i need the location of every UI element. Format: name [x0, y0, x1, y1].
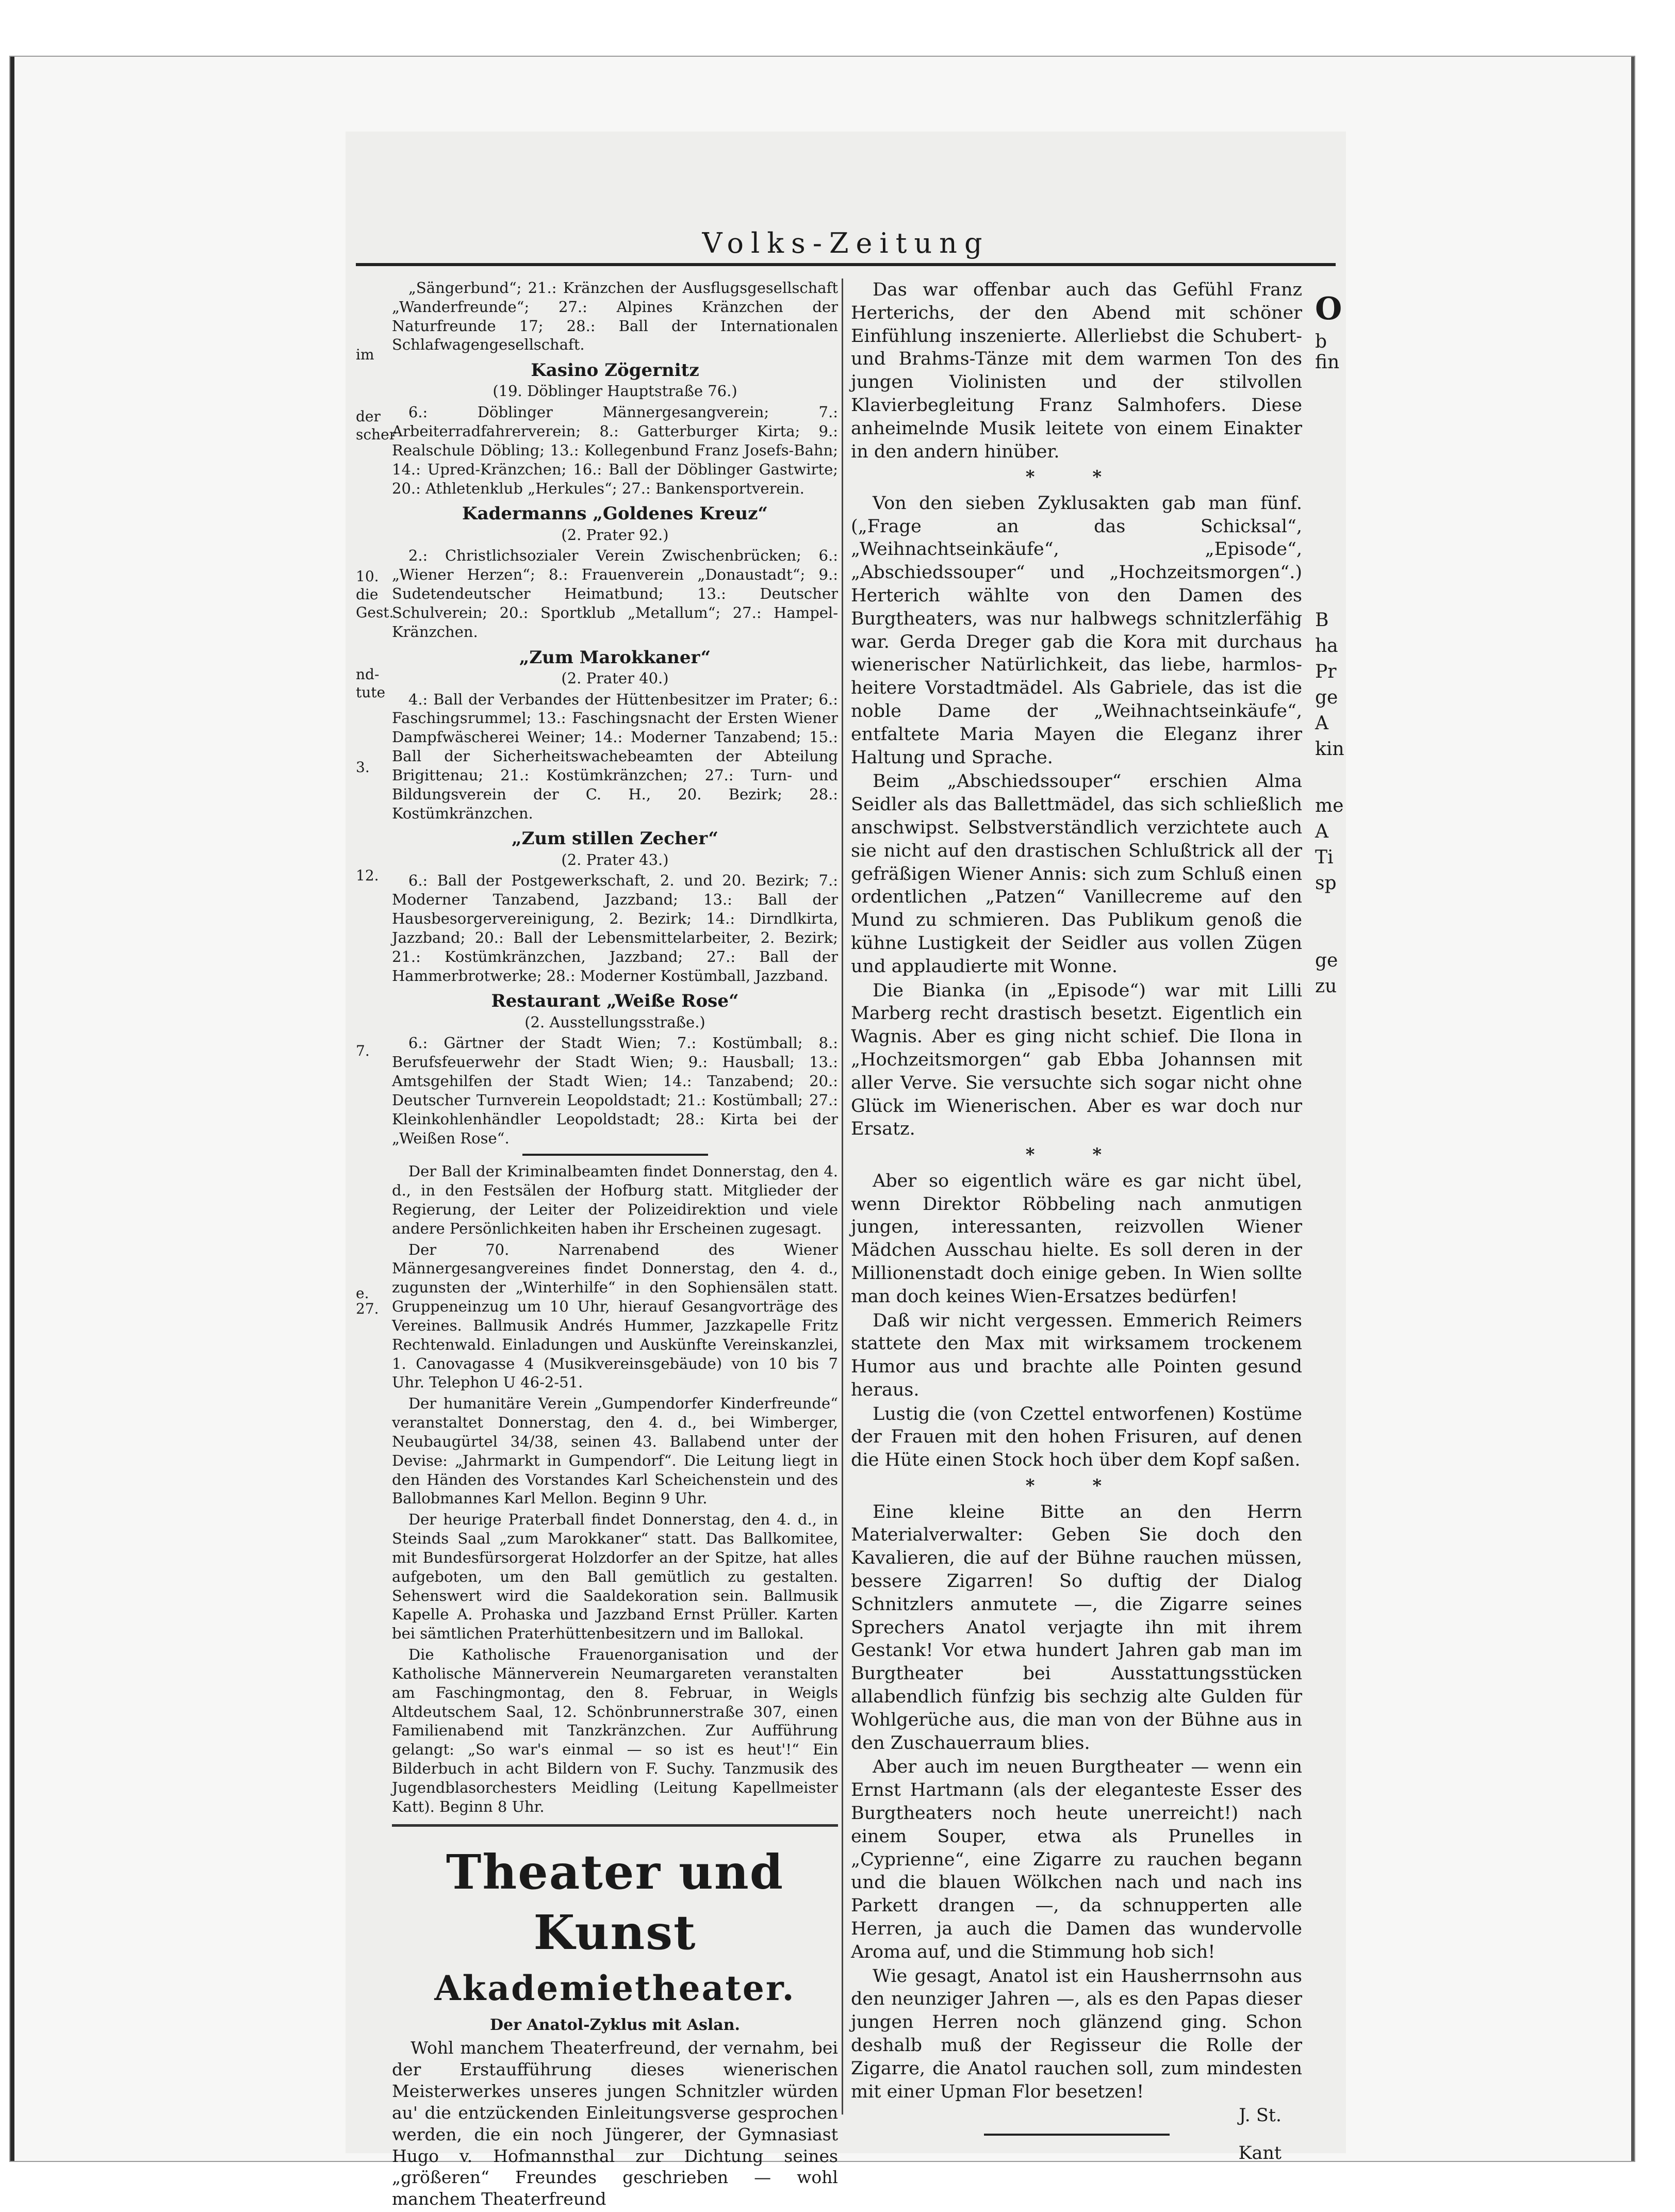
review-paragraph: Daß wir nicht vergessen. Emmerich Reimers stattete den Max mit wirksamem trockenem Humor aus und brachte alle Pointen gesund heraus. — [851, 1310, 1302, 1400]
margin-fragment: 27. — [356, 1300, 379, 1317]
margin-fragment: e. — [356, 1285, 369, 1302]
venue-name: Kadermanns „Goldenes Kreuz“ — [462, 503, 768, 525]
margin-fragment: 3. — [356, 759, 370, 776]
notice-paragraph: Der heurige Praterball findet Donnerstag, den 4. d., in Steinds Saal „zum Marokkaner“ statt. Das Ballkomitee, mit Bundesfürsorgerat Holzdorfer an der Spitze, hat alles aufgeboten, um den Ball gemütlich zu gestalten. Sehenswert wird die Saaldekoration sein. Ballmusik Kapelle A. Prohaska und Jazzband Ernst Prüller. Karten bei sämtlichen Praterhüttenbesitzern und im Ballokal. — [392, 1511, 838, 1643]
venue-name: „Zum stillen Zecher“ — [512, 828, 718, 849]
margin-fragment: Pr — [1315, 661, 1337, 682]
theater-subtitle: Der Anatol-Zyklus mit Aslan. — [490, 2016, 740, 2034]
margin-fragment: O — [1315, 291, 1342, 327]
venue-address: (19. Döblinger Hauptstraße 76.) — [492, 382, 737, 400]
venue-address: (2. Prater 40.) — [561, 669, 669, 687]
venue-name: Kasino Zögernitz — [531, 360, 699, 381]
margin-fragment: 10. — [356, 568, 379, 585]
section-rule — [522, 1154, 708, 1156]
margin-fragment: ge — [1315, 687, 1338, 708]
margin-fragment: 12. — [356, 867, 379, 884]
review-paragraph: Aber so eigentlich wäre es gar nicht übel, wenn Direktor Röbbeling nach anmutigen jungen, interessanten, reizvollen Wiener Mädchen Ausschau hielte. Es soll deren in der Millionenstadt doch einige geben. In Wien sollte man doch keines Wien-Ersatzes bedürfen! — [851, 1170, 1302, 1307]
newspaper-masthead — [356, 227, 1336, 266]
review-paragraph: Lustig die (von Czettel entworfenen) Kostüme der Frauen mit den hohen Frisuren, auf denen die Hüte einen Stock hoch über dem Kopf saßen. — [851, 1403, 1302, 1471]
margin-fragment: ge — [1315, 950, 1338, 971]
review-paragraph: Eine kleine Bitte an den Herrn Materialverwalter: Geben Sie doch den Kavalieren, die auf der Bühne rauchen müssen, bessere Zigarren! So duftig der Dialog Schnitzlers anmutete —, die Zigarre seines Sprechers Anatol verjagte ihn mit ihrem Gestank! Vor etwa hundert Jahren gab man im Burgtheater bei Ausstattungsstücken allabendlich fünfzig bis sechzig alte Gulden für Wohlgerüche aus, die man von der Bühne aus in den Zuschauerraum blies. — [851, 1501, 1302, 1754]
venue-program: 6.: Gärtner der Stadt Wien; 7.: Kostümball; 8.: Berufsfeuerwehr der Stadt Wien; 9.: Hausball; 13.: Amtsgehilfen der Stadt Wien; 14.: Tanzabend; 20.: Deutscher Turnverein Leopoldstadt; 21.: Kostümball; 27.: Kleinkohlenhändler Leopoldstadt; 28.: Kirta bei der „Weißen Rose“. — [392, 1034, 838, 1147]
review-paragraph: Von den sieben Zyklusakten gab man fünf. („Frage an das Schicksal“, „Weihnachtseinkäufe“, „Episode“, „Abschiedssouper“ und „Hochzeitsmorgen“.) Herterich wählte von den Damen des Burgtheaters, was nur halbwegs schnitzlerfähig war. Gerda Dreger gab die Kora mit durchaus wienerischer Natürlichkeit, das liebe, harmlos-heitere Vorstadtmädel. Als Gabriele, das ist die noble Dame der „Weihnachtseinkäufe“, entfaltete Maria Mayen die Eleganz ihrer Haltung und Sprache. — [851, 493, 1302, 768]
notice-paragraph: Der Ball der Kriminalbeamten findet Donnerstag, den 4. d., in den Festsälen der Hofburg statt. Mitglieder der Regierung, der Leiter der Polizeidirektion und viele andere Persönlichkeiten haben ihr Erscheinen zugesagt. — [392, 1162, 838, 1237]
ball-intro: „Sängerbund“; 21.: Kränzchen der Ausflugsgesellschaft „Wanderfreunde“; 27.: Alpines Kränzchen der Naturfreunde 17; 28.: Ball der Internationalen Schlafwagengesellschaft. — [392, 279, 838, 354]
margin-fragment: der — [356, 408, 381, 425]
venue-program: 2.: Christlichsozialer Verein Zwischenbrücken; 6.: „Wiener Herzen“; 8.: Frauenverein „Donaustadt“; 9.: Sudetendeutscher Heimatbund; 13.: Deutscher Schulverein; 20.: Sportklub „Metallum“; 27.: Hampel-Kränzchen. — [392, 547, 838, 641]
margin-fragment: nd- — [356, 666, 380, 683]
notice-paragraph: Der 70. Narrenabend des Wiener Männergesangvereines findet Donnerstag, den 4. d., zugunsten der „Winterhilfe“ in den Sophiensälen statt. Gruppeneinzug um 10 Uhr, hierauf Gesangvorträge des Vereines. Ballmusik Andrés Hummer, Jazzkapelle Fritz Rechtenwald. Einladungen und Auskünfte Vereinskanzlei, 1. Canovagasse 4 (Musikvereinsgebäude) von 10 bis 7 Uhr. Telephon U 46-2-51. — [392, 1240, 838, 1391]
venue-name: Restaurant „Weiße Rose“ — [491, 991, 739, 1012]
margin-fragment: kin — [1315, 739, 1344, 760]
venue-program: 4.: Ball der Verbandes der Hüttenbesitzer im Prater; 6.: Faschingsrummel; 13.: Faschingsnacht der Ersten Wiener Dampfwäscherei Weiner; 14.: Moderner Tanzabend; 15.: Ball der Sicherheitswachebeamten der Abteilung Brigittenau; 21.: Kostümkränzchen; 27.: Turn- und Bildungsverein der C. H., 20. Bezirk; 28.: Kostümkränzchen. — [392, 690, 838, 822]
margin-fragment: tute — [356, 684, 386, 701]
column-divider — [842, 278, 843, 2115]
trailing-fragment: Kant — [1238, 2143, 1282, 2164]
review-paragraph: Wie gesagt, Anatol ist ein Hausherrnsohn aus den neunziger Jahren —, als es den Papas dieser jungen Herren noch glänzend ging. Schon deshalb muß der Regisseur die Rolle der Zigarre, die Anatol rauchen soll, zum mindesten mit einer Upman Flor besetzen! — [851, 1965, 1302, 2102]
margin-fragment: b — [1315, 331, 1327, 352]
asterism: * * — [1025, 1144, 1128, 1166]
theater-venue: Akademietheater. — [434, 1968, 796, 2009]
review-paragraph: Das war offenbar auch das Gefühl Franz Herterichs, der den Abend mit schöner Einfühlung inszenierte. Allerliebst die Schubert- und Brahms-Tänze mit dem warmen Ton des jungen Violinisten und der stilvollen Klavierbegleitung Franz Salmhofers. Diese anheimelnde Musik leitete von einem Einakter in den andern hinüber. — [851, 280, 1302, 462]
review-paragraph: Die Bianka (in „Episode“) war mit Lilli Marberg recht drastisch besetzt. Eigentlich ein Wagnis. Aber es ging nicht schief. Die Ilona in „Hochzeitsmorgen“ gab Ebba Johannsen mit aller Verve. Sie versuchte sich sogar nicht ohne Glück im Wienerischen. Aber es war doch nur Ersatz. — [851, 980, 1302, 1140]
margin-fragment: A — [1315, 713, 1328, 734]
review-paragraph: Aber auch im neuen Burgtheater — wenn ein Ernst Hartmann (als der eleganteste Esser des Burgtheaters noch heute unerreicht!) nach einem Souper, etwa als Prunelles in „Cyprienne“, eine Zigarre zu rauchen begann und die blauen Wölkchen nach und nach ins Parkett drangen —, da schnupperten alle Herren, ja auch die Damen das wundervolle Aroma auf, und die Stimmung hob sich! — [851, 1757, 1302, 1962]
venue-address: (2. Prater 43.) — [561, 850, 669, 869]
left-column — [392, 278, 838, 2212]
venue-program: 6.: Döblinger Männergesangverein; 7.: Arbeiterradfahrerverein; 8.: Gatterburger Kirta; 9.: Realschule Döbling; 13.: Kollegenbund Franz Josefs-Bahn; 14.: Upred-Kränzchen; 16.: Ball der Döblinger Gastwirte; 20.: Athletenklub „Herkules“; 27.: Bankensportverein. — [392, 403, 838, 497]
venue-program: 6.: Ball der Postgewerkschaft, 2. und 20. Bezirk; 7.: Moderner Tanzabend, Jazzband; 13.: Ball der Hausbesorgervereinigung, 2. Bezirk; 14.: Dirndlkirta, Jazzband; 20.: Ball der Lebensmittelarbeiter, 2. Bezirk; 21.: Kostümkränzchen, Jazzband; 27.: Ball der Hammerbrotwerke; 28.: Moderner Kostümball, Jazzband. — [392, 872, 838, 985]
margin-fragment: ha — [1315, 635, 1338, 657]
venue-address: (2. Prater 92.) — [561, 526, 669, 544]
margin-fragment: die — [356, 586, 379, 603]
notice-paragraph: Die Katholische Frauenorganisation und der Katholische Männerverein Neumargareten veranstalten am Faschingmontag, den 8. Februar, in Weigls Altdeutschem Saal, 12. Schönbrunnerstraße 307, einen Familienabend mit Tanzkränzchen. Zur Aufführung gelangt: „So war's einmal — so ist es heut'!“ Ein Bilderbuch in acht Bildern von F. Suchy. Tanzmusik des Jugendblasorchesters Meidling (Leitung Kapellmeister Katt). Beginn 8 Uhr. — [392, 1646, 838, 1815]
margin-fragment: Gest. — [356, 604, 394, 621]
margin-fragment: fin — [1315, 352, 1340, 373]
theater-text: Wohl manchem Theaterfreund, der vernahm, bei der Erstaufführung dieses wienerischen Meisterwerkes unseres jungen Schnitzler würden au' die entzückenden Einleitungsverse gesprochen werden, die ein noch Jüngerer, der Gymnasiast Hugo v. Hofmannsthal zur Dichtung seines „größeren“ Freundes geschrieben — wohl manchem Theaterfreund — [392, 2038, 838, 2209]
margin-fragment: B — [1315, 610, 1329, 631]
right-column — [851, 278, 1302, 2165]
masthead-title: Volks-Zeitung — [702, 227, 990, 259]
margin-fragment: 7. — [356, 1042, 370, 1059]
margin-fragment: me — [1315, 795, 1344, 816]
margin-fragment: zu — [1315, 976, 1337, 997]
theater-section — [392, 1824, 838, 2210]
margin-fragment: A — [1315, 821, 1328, 842]
margin-fragment: scher — [356, 426, 397, 443]
venue-address: (2. Ausstellungsstraße.) — [524, 1013, 705, 1031]
margin-fragment: Ti — [1315, 847, 1334, 868]
section-rule — [984, 2134, 1170, 2136]
notice-paragraph: Der humanitäre Verein „Gumpendorfer Kinderfreunde“ veranstaltet Donnerstag, den 4. d., bei Wimberger, Neubaugürtel 34/38, seinen 43. Ballabend unter der Devise: „Jahrmarkt in Gumpendorf“. Die Leitung liegt in den Händen des Vorstandes Karl Scheichenstein und des Ballobmannes Karl Mellon. Beginn 9 Uhr. — [392, 1395, 838, 1508]
margin-fragment: im — [356, 346, 374, 363]
asterism: * * — [1025, 1476, 1128, 1497]
margin-fragment: sp — [1315, 873, 1337, 894]
theater-headline: Theater und Kunst — [446, 1844, 784, 1961]
review-paragraph: Beim „Abschiedssouper“ erschien Alma Seidler als das Ballettmädel, das sich schließlich anschwipst. Selbstverständlich verzichtete auch sie nicht auf den drastischen Schlußtrick all der gefräßigen Wiener Annis: sich zum Schluß einen ordentlichen „Patzen“ Vanillecreme auf den Mund zu schmieren. Das Publikum genoß die kühne Lustigkeit der Seidler aus vollen Zügen und applaudierte mit Wonne. — [851, 771, 1302, 977]
asterism: * * — [1025, 467, 1128, 488]
author-signature: J. St. — [1239, 2105, 1282, 2126]
venue-name: „Zum Marokkaner“ — [519, 647, 711, 668]
